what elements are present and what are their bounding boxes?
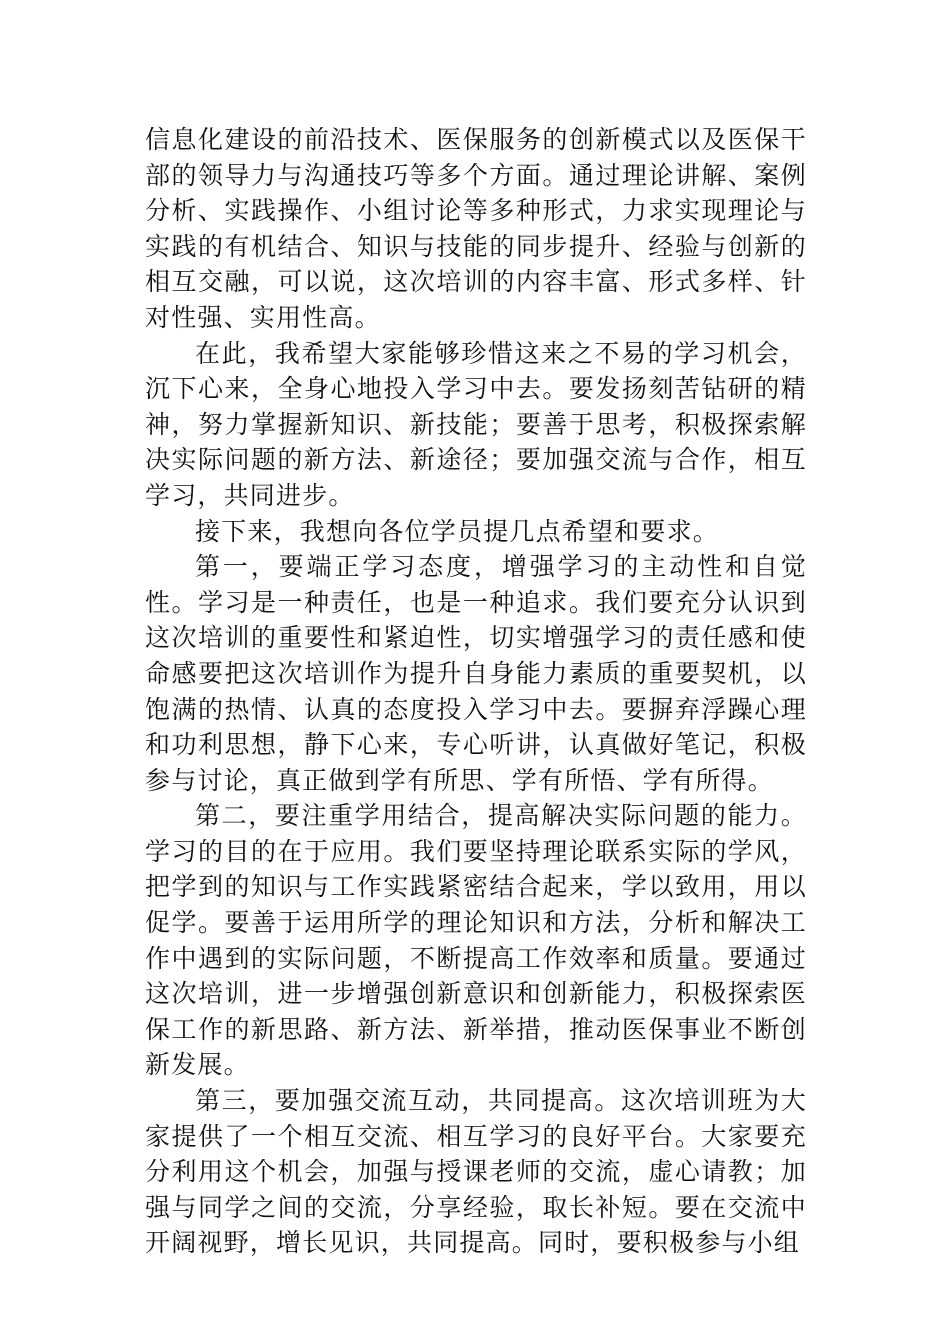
paragraph-3: 接下来，我想向各位学员提几点希望和要求。 <box>195 516 720 546</box>
paragraph-5: 第二，要注重学用结合，提高解决实际问题的能力。学习的目的在于应用。我们要坚持理论联系实际的学风，把学到的知识与工作实践紧密结合起来，学以致用，用以促学。要善于运用所学的理论知识和方法，分析和解决工作中遇到的实际问题，不断提高工作效率和质量。要通过这次培训，进一步增强创新意识和创新能力，积极探索医保工作的新思路、新方法、新举措，推动医保事业不断创新发展。 <box>145 801 807 1080</box>
document-page <box>145 122 807 1261</box>
paragraph-2: 在此，我希望大家能够珍惜这来之不易的学习机会，沉下心来，全身心地投入学习中去。要发扬刻苦钻研的精神，努力掌握新知识、新技能；要善于思考，积极探索解决实际问题的新方法、新途径；要加强交流与合作，相互学习，共同进步。 <box>145 338 807 510</box>
paragraph-6: 第三，要加强交流互动，共同提高。这次培训班为大家提供了一个相互交流、相互学习的良好平台。大家要充分利用这个机会，加强与授课老师的交流，虚心请教；加强与同学之间的交流，分享经验，取长补短。要在交流中开阔视野，增长见识，共同提高。同时，要积极参与小组 <box>145 1086 807 1258</box>
paragraph-4: 第一，要端正学习态度，增强学习的主动性和自觉性。学习是一种责任，也是一种追求。我们要充分认识到这次培训的重要性和紧迫性，切实增强学习的责任感和使命感要把这次培训作为提升自身能力素质的重要契机，以饱满的热情、认真的态度投入学习中去。要摒弃浮躁心理和功利思想，静下心来，专心听讲，认真做好笔记，积极参与讨论，真正做到学有所思、学有所悟、学有所得。 <box>145 552 807 795</box>
paragraph-1: 信息化建设的前沿技术、医保服务的创新模式以及医保干部的领导力与沟通技巧等多个方面。通过理论讲解、案例分析、实践操作、小组讨论等多种形式，力求实现理论与实践的有机结合、知识与技能的同步提升、经验与创新的相互交融，可以说，这次培训的内容丰富、形式多样、针对性强、实用性高。 <box>145 125 807 332</box>
